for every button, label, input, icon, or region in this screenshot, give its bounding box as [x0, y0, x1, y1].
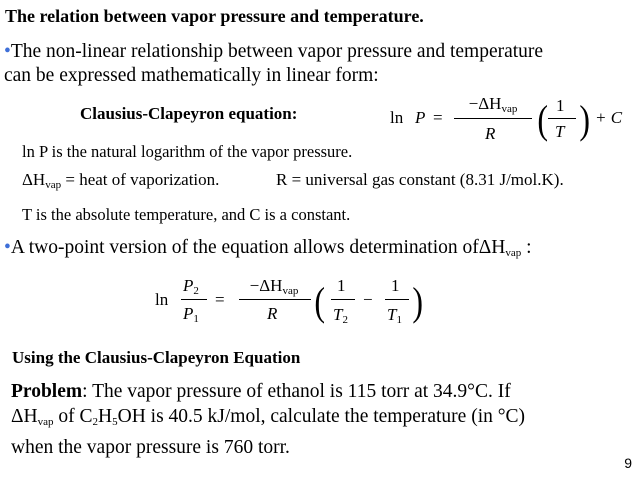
eq-equals: =: [433, 108, 443, 127]
section-heading: Using the Clausius-Clapeyron Equation: [12, 348, 301, 367]
tp-p1-sub: 1: [193, 313, 199, 325]
bullet-intro-line2: can be expressed mathematically in linear form:: [4, 65, 379, 86]
tp-p2: [183, 276, 199, 297]
problem-line2-rest: OH is 40.5 kJ/mol, calculate the temperature (in °C): [117, 406, 526, 427]
tp-left-paren: (: [314, 279, 325, 324]
bullet-two-point-sub: vap: [505, 247, 522, 259]
tp-t2: [333, 305, 348, 326]
problem-h-sub: 5: [112, 416, 118, 428]
tp-inner-line-a: [331, 299, 355, 300]
tp-t2-var: T: [333, 305, 343, 324]
def-dh-text: = heat of vaporization.: [61, 170, 220, 189]
def-temperature: T is the absolute temperature, and C is a constant.: [22, 205, 351, 224]
eq-left-paren: (: [537, 97, 548, 142]
problem-line1: : The vapor pressure of ethanol is 115 torr at 34.9°C. If: [82, 381, 511, 402]
tp-t1: [387, 305, 402, 326]
eq-numerator: [469, 94, 518, 113]
eq-plus-c: + C: [595, 108, 623, 127]
bullet-two-point-dh: ΔH: [478, 237, 506, 258]
tp-minus: −: [363, 290, 373, 309]
bullet-two-point-colon: :: [521, 237, 532, 258]
eq-denominator: R: [485, 124, 496, 143]
eq-inner-line: [548, 118, 576, 119]
def-dh: ΔH: [22, 170, 46, 189]
bullet-marker: •: [4, 41, 11, 62]
tp-inner-line-b: [385, 299, 409, 300]
tp-fraction-line: [239, 299, 311, 300]
tp-fraction: [237, 276, 311, 297]
eq-right-paren: ): [579, 97, 590, 142]
tp-p2-var: P: [183, 276, 194, 295]
tp-p2-sub: 2: [193, 285, 199, 297]
clausius-equation: [388, 96, 633, 146]
tp-p1: [183, 304, 199, 325]
eq-p-var: P: [415, 108, 426, 127]
page-number: 9: [624, 455, 632, 471]
tp-p-line: [181, 299, 207, 300]
tp-right-paren: ): [412, 279, 423, 324]
bullet-intro-line1: The non-linear relationship between vapor pressure and temperature: [10, 41, 544, 62]
tp-denominator: R: [267, 304, 278, 323]
slide-title: The relation between vapor pressure and temperature.: [5, 6, 424, 26]
problem-statement: [11, 379, 525, 460]
eq-ln: ln: [390, 108, 404, 127]
tp-t1-sub: 1: [396, 314, 402, 326]
tp-t1-var: T: [387, 305, 397, 324]
tp-ln: ln: [155, 290, 169, 309]
bullet-two-point: [4, 237, 532, 259]
eq-fraction-line: [454, 118, 532, 119]
problem-line2-mid: of C: [53, 406, 93, 427]
def-gas-constant: R = universal gas constant (8.31 J/mol.K).: [276, 170, 564, 189]
def-dh-sub: vap: [45, 179, 62, 191]
tp-t2-sub: 2: [342, 314, 348, 326]
eq-fraction: [454, 94, 532, 115]
tp-num-dh: −ΔH: [249, 276, 283, 295]
def-heat-vaporization: [22, 170, 219, 191]
eq-one: 1: [556, 96, 565, 115]
problem-line3: when the vapor pressure is 760 torr.: [11, 437, 290, 458]
eq-num-sub: vap: [501, 103, 518, 115]
tp-one-b: 1: [391, 276, 400, 295]
bullet-marker-2: •: [4, 237, 11, 258]
problem-c-sub: 2: [92, 416, 99, 428]
eq-t-var: T: [555, 122, 565, 141]
bullet-two-point-text: A two-point version of the equation allows determination of: [10, 237, 479, 258]
problem-dh-sub: vap: [37, 416, 54, 428]
problem-dh: ΔH: [11, 406, 38, 427]
problem-h: H: [98, 406, 113, 427]
tp-one-a: 1: [337, 276, 346, 295]
tp-num-sub: vap: [282, 285, 299, 297]
problem-label: Problem: [11, 381, 83, 402]
eq-num-dh: −ΔH: [468, 94, 502, 113]
bullet-intro: [4, 40, 543, 88]
tp-equals: =: [215, 290, 225, 309]
two-point-equation: [155, 268, 435, 338]
clausius-label: Clausius-Clapeyron equation:: [80, 104, 298, 123]
def-ln-p: ln P is the natural logarithm of the vapor pressure.: [22, 142, 353, 161]
tp-p1-var: P: [183, 304, 194, 323]
